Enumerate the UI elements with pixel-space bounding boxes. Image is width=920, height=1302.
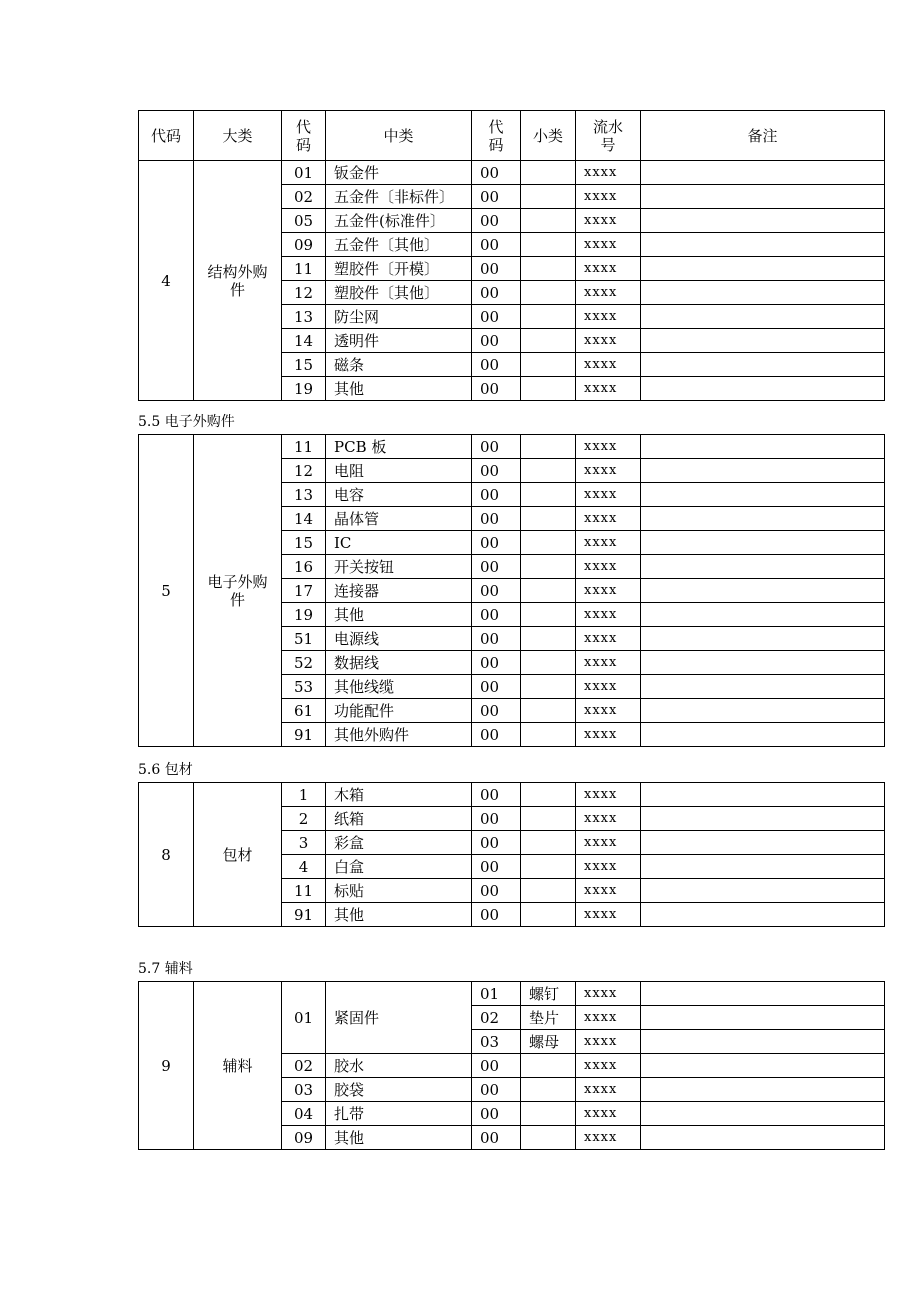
table-electronic-parts (138, 434, 885, 747)
serial-cell: xxxx (576, 982, 641, 1006)
serial-cell: xxxx (576, 807, 641, 831)
middle-code-cell: 12 (282, 281, 326, 305)
serial-cell: xxxx (576, 651, 641, 675)
minor-name-cell (521, 257, 576, 281)
serial-cell: xxxx (576, 507, 641, 531)
remark-cell (641, 982, 885, 1006)
remark-cell (641, 555, 885, 579)
minor-name-cell (521, 855, 576, 879)
section-title-5-7: 5.7 辅料 (138, 961, 193, 977)
middle-name-cell: 其他外购件 (326, 723, 472, 747)
remark-cell (641, 783, 885, 807)
serial-cell: xxxx (576, 1054, 641, 1078)
minor-code-cell: 00 (472, 377, 521, 401)
serial-cell: xxxx (576, 903, 641, 927)
table-packaging (138, 782, 885, 927)
minor-code-cell: 03 (472, 1030, 521, 1054)
minor-name-cell (521, 1078, 576, 1102)
major-code-cell: 4 (139, 161, 194, 401)
remark-cell (641, 531, 885, 555)
table-body (139, 161, 885, 401)
minor-code-cell: 00 (472, 185, 521, 209)
table-row (139, 161, 885, 185)
minor-code-cell: 00 (472, 329, 521, 353)
minor-code-cell: 01 (472, 982, 521, 1006)
middle-name-cell: 木箱 (326, 783, 472, 807)
minor-name-cell (521, 233, 576, 257)
remark-cell (641, 507, 885, 531)
minor-code-cell: 00 (472, 1102, 521, 1126)
middle-name-cell: 钣金件 (326, 161, 472, 185)
minor-code-cell: 00 (472, 1126, 521, 1150)
serial-cell: xxxx (576, 699, 641, 723)
minor-name-cell (521, 209, 576, 233)
remark-cell (641, 483, 885, 507)
middle-name-cell: 标贴 (326, 879, 472, 903)
minor-name-cell (521, 627, 576, 651)
minor-name-cell (521, 1102, 576, 1126)
middle-name-cell: 胶袋 (326, 1078, 472, 1102)
serial-cell: xxxx (576, 579, 641, 603)
minor-name-cell (521, 1126, 576, 1150)
minor-name-cell (521, 603, 576, 627)
minor-code-cell: 00 (472, 807, 521, 831)
remark-cell (641, 903, 885, 927)
minor-code-cell: 00 (472, 675, 521, 699)
minor-code-cell: 00 (472, 305, 521, 329)
major-name-cell: 辅料 (194, 982, 282, 1150)
table-body (139, 783, 885, 927)
remark-cell (641, 1102, 885, 1126)
middle-name-cell: 磁条 (326, 353, 472, 377)
remark-cell (641, 329, 885, 353)
serial-cell: xxxx (576, 783, 641, 807)
header-middle: 中类 (326, 111, 472, 161)
minor-name-cell (521, 783, 576, 807)
minor-name-cell (521, 807, 576, 831)
middle-code-cell: 16 (282, 555, 326, 579)
remark-cell (641, 1126, 885, 1150)
minor-name-cell (521, 531, 576, 555)
remark-cell (641, 209, 885, 233)
middle-code-cell: 03 (282, 1078, 326, 1102)
middle-name-cell: 五金件〔其他〕 (326, 233, 472, 257)
middle-code-cell: 12 (282, 459, 326, 483)
serial-cell: xxxx (576, 1126, 641, 1150)
middle-name-cell: 塑胶件〔其他〕 (326, 281, 472, 305)
minor-code-cell: 00 (472, 699, 521, 723)
minor-name-cell (521, 903, 576, 927)
header-remark: 备注 (641, 111, 885, 161)
serial-cell: xxxx (576, 483, 641, 507)
remark-cell (641, 579, 885, 603)
remark-cell (641, 879, 885, 903)
remark-cell (641, 233, 885, 257)
middle-code-cell: 1 (282, 783, 326, 807)
minor-code-cell: 00 (472, 723, 521, 747)
remark-cell (641, 257, 885, 281)
serial-cell: xxxx (576, 329, 641, 353)
section-title-5-6: 5.6 包材 (138, 762, 193, 778)
serial-cell: xxxx (576, 459, 641, 483)
middle-code-cell: 14 (282, 329, 326, 353)
middle-code-cell: 52 (282, 651, 326, 675)
minor-code-cell: 00 (472, 603, 521, 627)
middle-name-cell: 其他 (326, 603, 472, 627)
remark-cell (641, 807, 885, 831)
serial-cell: xxxx (576, 233, 641, 257)
middle-code-cell: 15 (282, 531, 326, 555)
middle-code-cell: 4 (282, 855, 326, 879)
serial-cell: xxxx (576, 1006, 641, 1030)
middle-name-cell: 开关按钮 (326, 555, 472, 579)
middle-code-cell: 13 (282, 483, 326, 507)
remark-cell (641, 651, 885, 675)
minor-name-cell (521, 699, 576, 723)
serial-cell: xxxx (576, 209, 641, 233)
table-header-row (139, 111, 885, 161)
serial-cell: xxxx (576, 305, 641, 329)
minor-name-cell (521, 1054, 576, 1078)
remark-cell (641, 281, 885, 305)
remark-cell (641, 831, 885, 855)
serial-cell: xxxx (576, 675, 641, 699)
minor-name-cell (521, 377, 576, 401)
serial-cell: xxxx (576, 831, 641, 855)
remark-cell (641, 305, 885, 329)
table-structural-parts (138, 110, 885, 401)
header-serial: 流水 号 (576, 111, 641, 161)
minor-code-cell: 00 (472, 579, 521, 603)
remark-cell (641, 353, 885, 377)
middle-name-cell: 防尘网 (326, 305, 472, 329)
header-minor: 小类 (521, 111, 576, 161)
middle-name-cell: 其他线缆 (326, 675, 472, 699)
serial-cell: xxxx (576, 435, 641, 459)
middle-name-cell: 五金件〔非标件〕 (326, 185, 472, 209)
minor-code-cell: 00 (472, 651, 521, 675)
minor-code-cell: 00 (472, 459, 521, 483)
middle-code-cell: 04 (282, 1102, 326, 1126)
remark-cell (641, 675, 885, 699)
middle-code-cell: 02 (282, 1054, 326, 1078)
middle-name-cell: 透明件 (326, 329, 472, 353)
middle-name-cell: 扎带 (326, 1102, 472, 1126)
major-name-cell: 结构外购 件 (194, 161, 282, 401)
serial-cell: xxxx (576, 281, 641, 305)
middle-name-cell: 晶体管 (326, 507, 472, 531)
middle-code-cell: 11 (282, 879, 326, 903)
middle-name-cell: 数据线 (326, 651, 472, 675)
minor-code-cell: 00 (472, 233, 521, 257)
table-body (139, 435, 885, 747)
serial-cell: xxxx (576, 1030, 641, 1054)
minor-name-cell: 垫片 (521, 1006, 576, 1030)
remark-cell (641, 1030, 885, 1054)
minor-code-cell: 00 (472, 855, 521, 879)
minor-name-cell (521, 281, 576, 305)
major-code-cell: 5 (139, 435, 194, 747)
minor-code-cell: 00 (472, 257, 521, 281)
minor-name-cell (521, 459, 576, 483)
minor-code-cell: 00 (472, 1054, 521, 1078)
minor-code-cell: 00 (472, 281, 521, 305)
minor-name-cell (521, 507, 576, 531)
serial-cell: xxxx (576, 879, 641, 903)
middle-name-cell: 胶水 (326, 1054, 472, 1078)
serial-cell: xxxx (576, 627, 641, 651)
serial-cell: xxxx (576, 603, 641, 627)
remark-cell (641, 699, 885, 723)
middle-code-cell: 53 (282, 675, 326, 699)
minor-code-cell: 00 (472, 903, 521, 927)
minor-code-cell: 00 (472, 783, 521, 807)
minor-code-cell: 00 (472, 435, 521, 459)
middle-name-cell: 五金件(标准件〕 (326, 209, 472, 233)
middle-code-cell: 01 (282, 161, 326, 185)
middle-name-cell: 白盒 (326, 855, 472, 879)
middle-code-cell: 14 (282, 507, 326, 531)
serial-cell: xxxx (576, 555, 641, 579)
table-row (139, 435, 885, 459)
remark-cell (641, 603, 885, 627)
table-auxiliary (138, 981, 885, 1150)
serial-cell: xxxx (576, 531, 641, 555)
major-name-cell: 电子外购 件 (194, 435, 282, 747)
remark-cell (641, 1006, 885, 1030)
middle-code-cell: 2 (282, 807, 326, 831)
remark-cell (641, 459, 885, 483)
minor-name-cell (521, 879, 576, 903)
middle-code-cell: 02 (282, 185, 326, 209)
serial-cell: xxxx (576, 161, 641, 185)
middle-name-cell: 纸箱 (326, 807, 472, 831)
minor-name-cell (521, 185, 576, 209)
middle-name-cell: 其他 (326, 377, 472, 401)
minor-name-cell (521, 723, 576, 747)
major-code-cell: 9 (139, 982, 194, 1150)
table-body (139, 982, 885, 1150)
remark-cell (641, 627, 885, 651)
section-title-5-5: 5.5 电子外购件 (138, 414, 235, 430)
middle-code-cell: 19 (282, 603, 326, 627)
middle-code-cell: 91 (282, 723, 326, 747)
middle-name-cell: IC (326, 531, 472, 555)
remark-cell (641, 855, 885, 879)
serial-cell: xxxx (576, 353, 641, 377)
minor-code-cell: 00 (472, 161, 521, 185)
middle-code-cell: 11 (282, 257, 326, 281)
middle-name-cell: 功能配件 (326, 699, 472, 723)
middle-name-cell: PCB 板 (326, 435, 472, 459)
minor-name-cell (521, 675, 576, 699)
middle-code-cell: 09 (282, 233, 326, 257)
middle-code-cell: 05 (282, 209, 326, 233)
serial-cell: xxxx (576, 1102, 641, 1126)
middle-code-cell: 11 (282, 435, 326, 459)
middle-code-cell: 09 (282, 1126, 326, 1150)
header-code: 代码 (139, 111, 194, 161)
minor-code-cell: 00 (472, 831, 521, 855)
middle-name-cell: 连接器 (326, 579, 472, 603)
minor-code-cell: 00 (472, 531, 521, 555)
minor-name-cell (521, 305, 576, 329)
minor-name-cell (521, 435, 576, 459)
minor-code-cell: 00 (472, 627, 521, 651)
remark-cell (641, 1054, 885, 1078)
middle-code-cell: 01 (282, 982, 326, 1054)
middle-code-cell: 19 (282, 377, 326, 401)
middle-name-cell: 紧固件 (326, 982, 472, 1054)
middle-name-cell: 电阻 (326, 459, 472, 483)
serial-cell: xxxx (576, 377, 641, 401)
table-row (139, 783, 885, 807)
minor-code-cell: 02 (472, 1006, 521, 1030)
minor-name-cell (521, 483, 576, 507)
middle-name-cell: 电源线 (326, 627, 472, 651)
minor-name-cell: 螺母 (521, 1030, 576, 1054)
minor-name-cell (521, 555, 576, 579)
middle-name-cell: 其他 (326, 1126, 472, 1150)
serial-cell: xxxx (576, 855, 641, 879)
header-code-3: 代 码 (472, 111, 521, 161)
middle-code-cell: 13 (282, 305, 326, 329)
major-code-cell: 8 (139, 783, 194, 927)
middle-code-cell: 3 (282, 831, 326, 855)
header-code-2: 代 码 (282, 111, 326, 161)
middle-name-cell: 其他 (326, 903, 472, 927)
table-row (139, 982, 885, 1006)
minor-name-cell: 螺钉 (521, 982, 576, 1006)
remark-cell (641, 1078, 885, 1102)
major-name-cell: 包材 (194, 783, 282, 927)
serial-cell: xxxx (576, 185, 641, 209)
minor-name-cell (521, 161, 576, 185)
minor-code-cell: 00 (472, 879, 521, 903)
middle-name-cell: 塑胶件〔开模〕 (326, 257, 472, 281)
minor-code-cell: 00 (472, 209, 521, 233)
serial-cell: xxxx (576, 1078, 641, 1102)
minor-code-cell: 00 (472, 353, 521, 377)
middle-name-cell: 彩盒 (326, 831, 472, 855)
serial-cell: xxxx (576, 723, 641, 747)
minor-name-cell (521, 831, 576, 855)
serial-cell: xxxx (576, 257, 641, 281)
minor-name-cell (521, 329, 576, 353)
header-major: 大类 (194, 111, 282, 161)
minor-code-cell: 00 (472, 483, 521, 507)
middle-code-cell: 15 (282, 353, 326, 377)
middle-code-cell: 51 (282, 627, 326, 651)
remark-cell (641, 377, 885, 401)
remark-cell (641, 723, 885, 747)
remark-cell (641, 185, 885, 209)
minor-name-cell (521, 353, 576, 377)
minor-code-cell: 00 (472, 555, 521, 579)
minor-code-cell: 00 (472, 507, 521, 531)
middle-code-cell: 61 (282, 699, 326, 723)
middle-name-cell: 电容 (326, 483, 472, 507)
middle-code-cell: 17 (282, 579, 326, 603)
remark-cell (641, 435, 885, 459)
minor-code-cell: 00 (472, 1078, 521, 1102)
middle-code-cell: 91 (282, 903, 326, 927)
minor-name-cell (521, 651, 576, 675)
minor-name-cell (521, 579, 576, 603)
remark-cell (641, 161, 885, 185)
